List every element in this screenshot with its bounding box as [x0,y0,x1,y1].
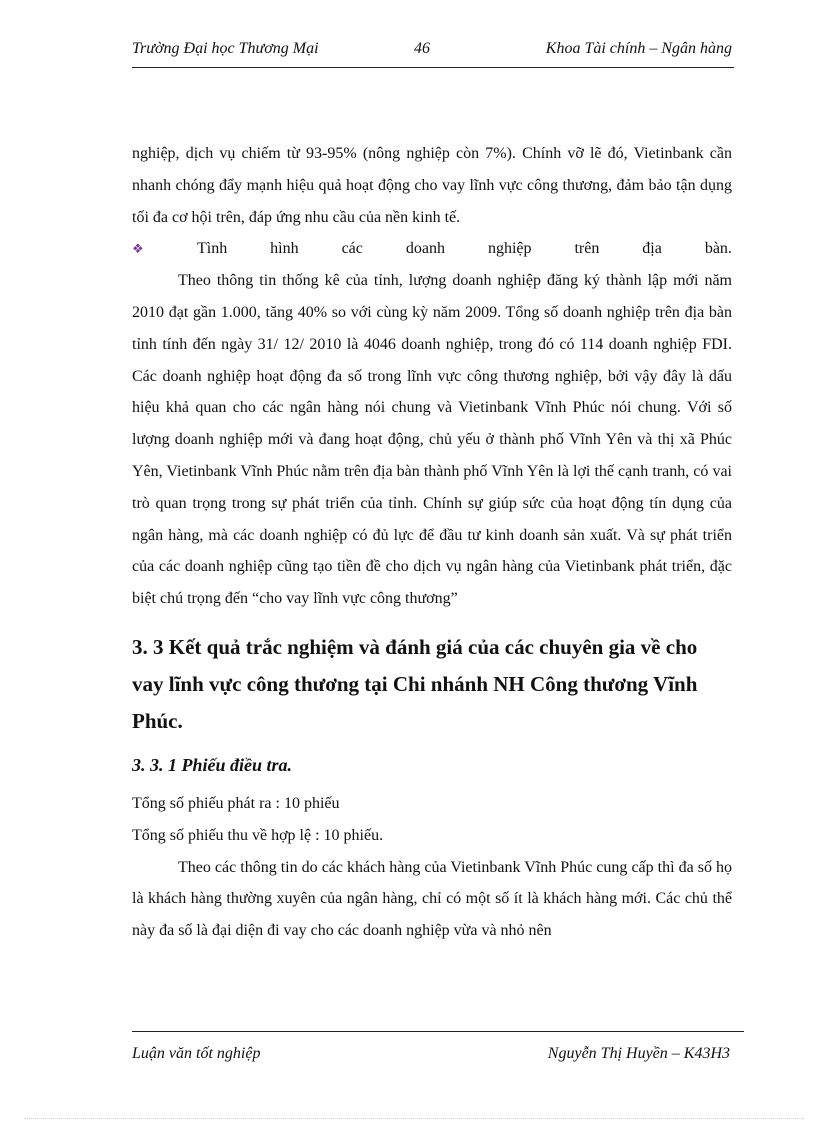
header-divider [132,67,734,68]
bullet-item [132,233,732,265]
paragraph: Theo thông tin thống kê của tỉnh, lượng doanh nghiệp đăng ký thành lập mới năm 2010 đạt gần 1.000, tăng 40% so với cùng kỳ năm 2009. Tổng số doanh nghiệp trên địa bàn tỉnh tính đến ngày 31/ 12/ 2010 là 4046 doanh nghiệp, trong đó có 114 doanh nghiệp FDI. Các doanh nghiệp hoạt động đa số trong lĩnh vực công thương nghiệp, bởi vậy đây là dấu hiệu khả quan cho các ngân hàng nói chung và Vietinbank Vĩnh Phúc nói chung. Với số lượng doanh nghiệp mới và đang hoạt động, chủ yếu ở thành phố Vĩnh Yên và thị xã Phúc Yên, Vietinbank Vĩnh Phúc nằm trên địa bàn thành phố Vĩnh Yên là lợi thế cạnh tranh, có vai trò quan trọng trong sự phát triển của tỉnh. Chính sự giúp sức của hoạt động tín dụng của ngân hàng, mà các doanh nghiệp có đủ lực để đầu tư kinh doanh sản xuất. Và sự phát triển của các doanh nghiệp cũng tạo tiền đề cho dịch vụ ngân hàng của Vietinbank phát triển, đặc biệt chú trọng đến “cho vay lĩnh vực công thương” [132,272,732,608]
bullet-word: trên [574,240,600,258]
bullet-word: hình [270,240,299,258]
page-body [132,138,732,947]
bullet-word: Tình [196,240,228,258]
diamond-bullet-icon: ❖ [132,241,144,257]
bullet-word: địa [642,240,662,258]
page-number: 46 [414,40,430,57]
footer-divider [132,1031,744,1032]
header-university: Trường Đại học Thương Mại [132,40,319,57]
bullet-word: nghiệp [487,240,532,258]
bullet-word: doanh [405,240,445,258]
page-header [132,40,732,64]
survey-returned: Tổng số phiếu thu về hợp lệ : 10 phiếu. [132,826,384,844]
footer-author: Nguyễn Thị Huyền – K43H3 [547,1045,730,1062]
page-footer [132,1045,730,1069]
subsection-heading: 3. 3. 1 Phiếu điều tra. [132,754,293,775]
survey-issued: Tổng số phiếu phát ra : 10 phiếu [132,794,340,812]
paragraph: nghiệp, dịch vụ chiếm từ 93-95% (nông nghiệp còn 7%). Chính vỡ lẽ đó, Vietinbank cần nhanh chóng đẩy mạnh hiệu quả hoạt động cho vay lĩnh vực công thương, đảm bảo tận dụng tối đa cơ hội trên, đáp ứng nhu cầu của nền kinh tế. [132,145,732,226]
bullet-word: bàn. [704,240,732,258]
footer-thesis-label: Luận văn tốt nghiệp [132,1045,261,1062]
section-heading: 3. 3 Kết quả trắc nghiệm và đánh giá của các chuyên gia về cho vay lĩnh vực công thương tại Chi nhánh NH Công thương Vĩnh Phúc. [132,634,698,733]
paragraph: Theo các thông tin do các khách hàng của Vietinbank Vĩnh Phúc cung cấp thì đa số họ là khách hàng thường xuyên của ngân hàng, chỉ có một số ít là khách hàng mới. Các chủ thể này đa số là đại diện đi vay cho các doanh nghiệp vừa và nhỏ nên [132,858,732,940]
bullet-word: các [341,240,363,258]
header-faculty: Khoa Tài chính – Ngân hàng [545,40,732,57]
page-edge-line [24,1118,804,1119]
